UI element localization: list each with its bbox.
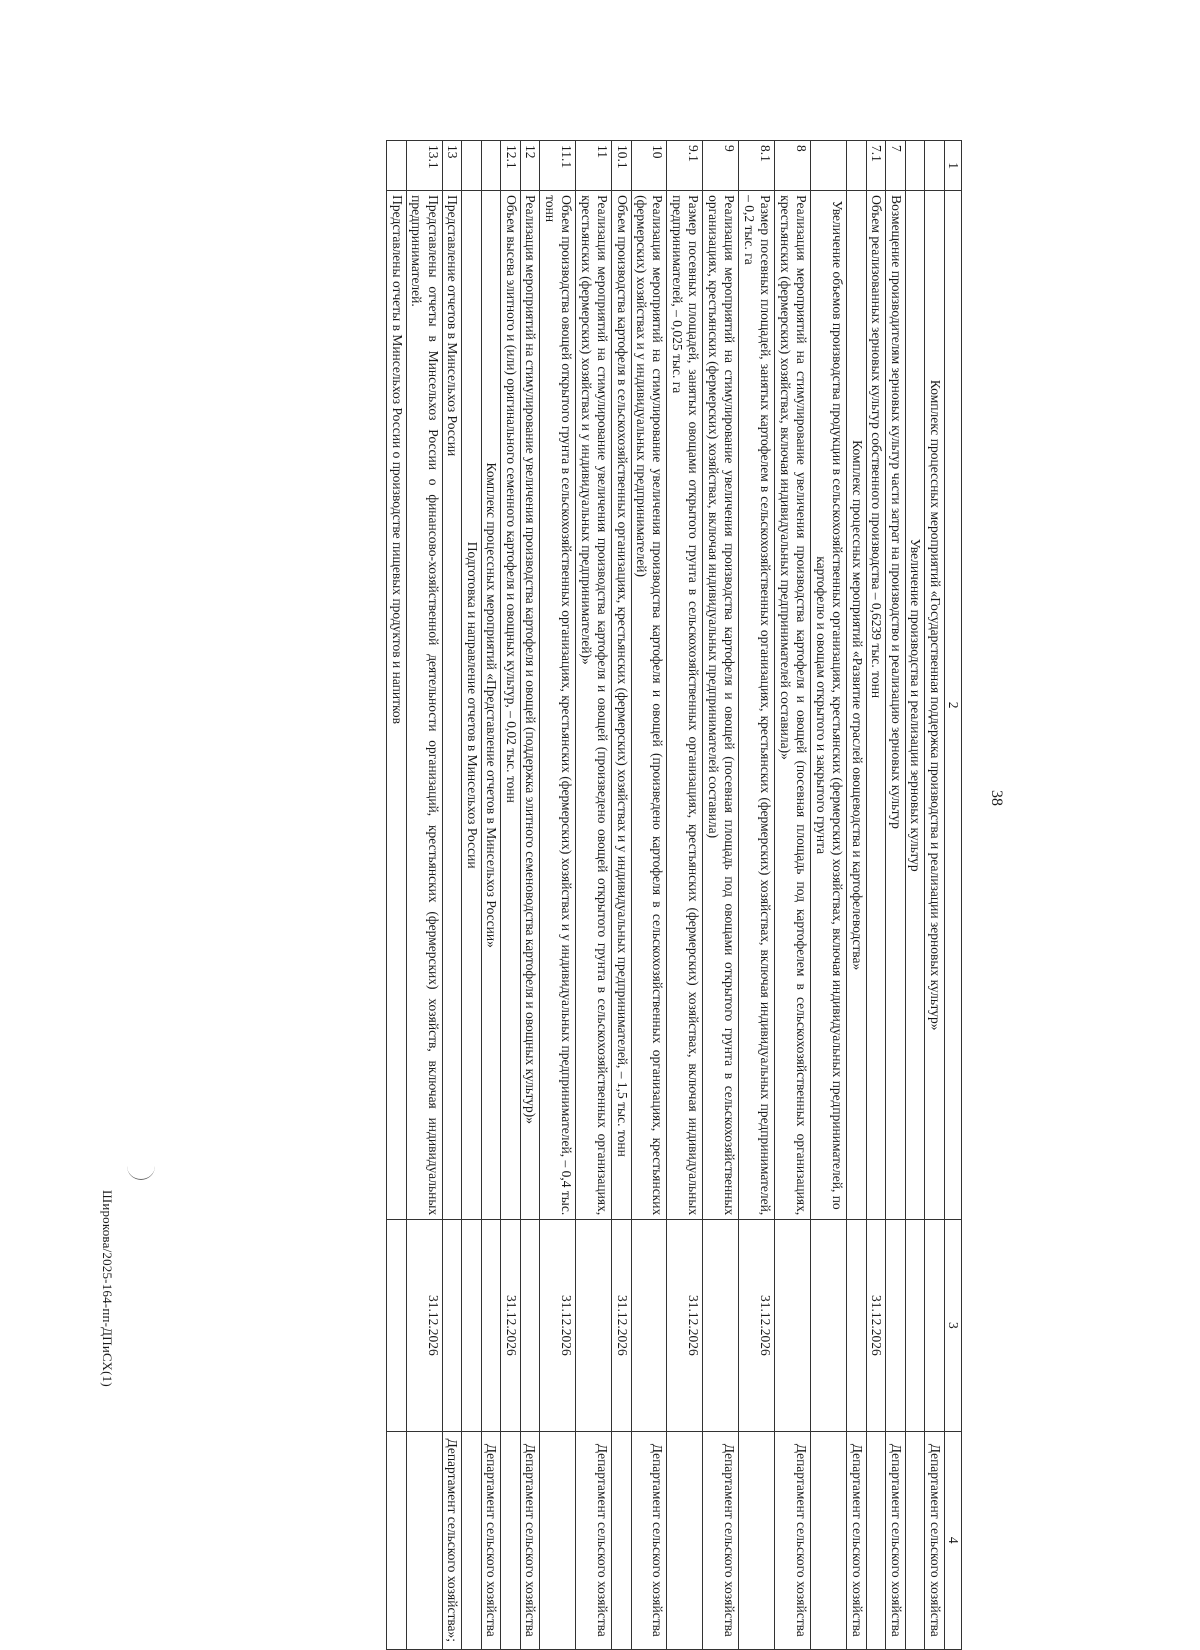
row-responsible: Департамент сельского хозяйства [520,1431,539,1649]
table-row [501,141,520,1650]
row-number: 8 [775,141,811,191]
row-number: 13.1 [406,141,442,191]
row-deadline [925,1220,944,1431]
row-responsible [612,1431,631,1649]
header-col-3: 3 [944,1220,961,1431]
row-number: 10.1 [612,141,631,191]
row-deadline: 31.12.2026 [406,1220,442,1431]
row-deadline [703,1220,739,1431]
row-responsible [905,1431,924,1649]
row-description: Представление отчетов в Минсельхоз России [442,191,461,1220]
table-row [576,141,612,1650]
row-responsible: Департамент сельского хозяйства»; [442,1431,461,1649]
row-deadline: 31.12.2026 [501,1220,520,1431]
row-responsible [811,1431,847,1649]
row-number: 13 [442,141,461,191]
row-number [811,141,847,191]
row-description: Объем производства овощей открытого грунта в сельскохозяйственных организациях, крестьянских (фермерских) хозяйствах и у индивидуальных предпринимателей, – 0,4 тыс. тонн [540,191,576,1220]
row-number [905,141,924,191]
row-deadline [847,1220,866,1431]
row-number [925,141,944,191]
row-description: Реализация мероприятий на стимулирование увеличения производства картофеля и овощей (поддержка элитного семеноводства картофеля и овощных культур)» [520,191,539,1220]
plan-table [386,140,962,1650]
table-header-row [944,141,961,1650]
row-description: Реализация мероприятий на стимулирование увеличения производства картофеля и овощей (посевная площадь под овощами открытого грунта в сельскохозяйственных организациях, крестьянских (фермерских) хозяйствах, включая индивидуальных предпринимателей составила) [703,191,739,1220]
table-row [866,141,885,1650]
table-row [905,141,924,1650]
row-description: Возмещение производителям зерновых культур части затрат на производство и реализацию зерновых культур [886,191,905,1220]
table-row [667,141,703,1650]
row-deadline [631,1220,667,1431]
row-description: Объем реализованных зерновых культур собственного производства – 0,6239 тыс. тонн [866,191,885,1220]
row-number: 11.1 [540,141,576,191]
row-deadline [886,1220,905,1431]
row-responsible [387,1431,406,1649]
row-number: 10 [631,141,667,191]
row-number: 12.1 [501,141,520,191]
row-number [847,141,866,191]
row-responsible: Департамент сельского хозяйства [703,1431,739,1649]
row-number [481,141,500,191]
row-deadline [462,1220,481,1431]
row-responsible: Департамент сельского хозяйства [576,1431,612,1649]
row-description: Реализация мероприятий на стимулирование увеличения производства картофеля и овощей (произведено овощей открытого грунта в сельскохозяйственных организациях, крестьянских (фермерских) хозяйствах и у индивидуальных предпринимателей)» [576,191,612,1220]
row-number: 9.1 [667,141,703,191]
row-deadline: 31.12.2026 [866,1220,885,1431]
row-responsible [667,1431,703,1649]
table-row [406,141,442,1650]
table-row [925,141,944,1650]
row-responsible [739,1431,775,1649]
table-row [811,141,847,1650]
table-row [886,141,905,1650]
row-description: Комплекс процессных мероприятий «Государственная поддержка производства и реализации зерновых культур» [925,191,944,1220]
table-row [739,141,775,1650]
row-deadline [442,1220,461,1431]
row-responsible [540,1431,576,1649]
table-row [703,141,739,1650]
table-row [540,141,576,1650]
table-row [631,141,667,1650]
row-deadline [576,1220,612,1431]
row-deadline [387,1220,406,1431]
row-deadline: 31.12.2026 [667,1220,703,1431]
row-deadline [481,1220,500,1431]
table-row [775,141,811,1650]
row-description: Представлены отчеты в Минсельхоз России о финансово-хозяйственной деятельности организаций, крестьянских (фермерских) хозяйств, включая индивидуальных предпринимателей. [406,191,442,1220]
table-row [520,141,539,1650]
row-number: 8.1 [739,141,775,191]
row-responsible: Департамент сельского хозяйства [481,1431,500,1649]
row-deadline: 31.12.2026 [540,1220,576,1431]
row-responsible [866,1431,885,1649]
row-responsible: Департамент сельского хозяйства [631,1431,667,1649]
page-number: 38 [988,790,1005,806]
row-responsible [462,1431,481,1649]
row-description: Комплекс процессных мероприятий «Представление отчетов в Минсельхоз России» [481,191,500,1220]
row-responsible: Департамент сельского хозяйства [925,1431,944,1649]
row-description: Размер посевных площадей, занятых картофелем в сельскохозяйственных организациях, крестьянских (фермерских) хозяйствах, включая индивидуальных предпринимателей, – 0,2 тыс. га [739,191,775,1220]
header-col-4: 4 [944,1431,961,1649]
row-responsible [501,1431,520,1649]
row-responsible: Департамент сельского хозяйства [775,1431,811,1649]
table-row [481,141,500,1650]
row-description: Подготовка и направление отчетов в Минсельхоз России [462,191,481,1220]
row-description: Представлены отчеты в Минсельхоз России о производстве пищевых продуктов и напитков [387,191,406,1220]
header-col-1: 1 [944,141,961,191]
row-description: Размер посевных площадей, занятых овощами открытого грунта в сельскохозяйственных организациях, крестьянских (фермерских) хозяйствах, включая индивидуальных предпринимателей, – 0,025 тыс. га [667,191,703,1220]
row-deadline [811,1220,847,1431]
row-description: Реализация мероприятий на стимулирование увеличения производства картофеля и овощей (произведено картофеля в сельскохозяйственных организациях, крестьянских (фермерских) хозяйствах и у индивидуальных предпринимателей) [631,191,667,1220]
row-number: 11 [576,141,612,191]
row-description: Объем высева элитного и (или) оригинального семенного картофеля и овощных культур, – 0,02 тыс. тонн [501,191,520,1220]
row-description: Объем производства картофеля в сельскохозяйственных организациях, крестьянских (фермерских) хозяйствах и у индивидуальных предпринимателей, – 1,5 тыс. тонн [612,191,631,1220]
table-row [442,141,461,1650]
row-deadline: 31.12.2026 [739,1220,775,1431]
row-number [462,141,481,191]
table-row [462,141,481,1650]
row-responsible [406,1431,442,1649]
table-row [847,141,866,1650]
row-number: 12 [520,141,539,191]
header-col-2: 2 [944,191,961,1220]
row-responsible: Департамент сельского хозяйства [847,1431,866,1649]
row-deadline [905,1220,924,1431]
table-row [387,141,406,1650]
row-number: 7 [886,141,905,191]
table-row [612,141,631,1650]
row-deadline [775,1220,811,1431]
row-deadline [520,1220,539,1431]
row-description: Реализация мероприятий на стимулирование увеличения производства картофеля и овощей (посевная площадь под картофелем в сельскохозяйственных организациях, крестьянских (фермерских) хозяйствах, включая индивидуальных предпринимателей составила)» [775,191,811,1220]
pen-mark [127,1165,155,1180]
row-number: 7.1 [866,141,885,191]
row-deadline: 31.12.2026 [612,1220,631,1431]
document-code: Широкова/2025-164-пп-ДПиСХ(1) [100,1190,115,1387]
row-description: Увеличение объемов производства продукции в сельскохозяйственных организациях, крестьянских (фермерских) хозяйствах, включая индивидуальных предпринимателей, по картофелю и овощам открытого и закрытого грунта [811,191,847,1220]
row-description: Увеличение производства и реализации зерновых культур [905,191,924,1220]
row-description: Комплекс процессных мероприятий «Развитие отраслей овощеводства и картофелеводства» [847,191,866,1220]
table-body [387,141,962,1650]
row-number: 9 [703,141,739,191]
row-responsible: Департамент сельского хозяйства [886,1431,905,1649]
row-number [387,141,406,191]
